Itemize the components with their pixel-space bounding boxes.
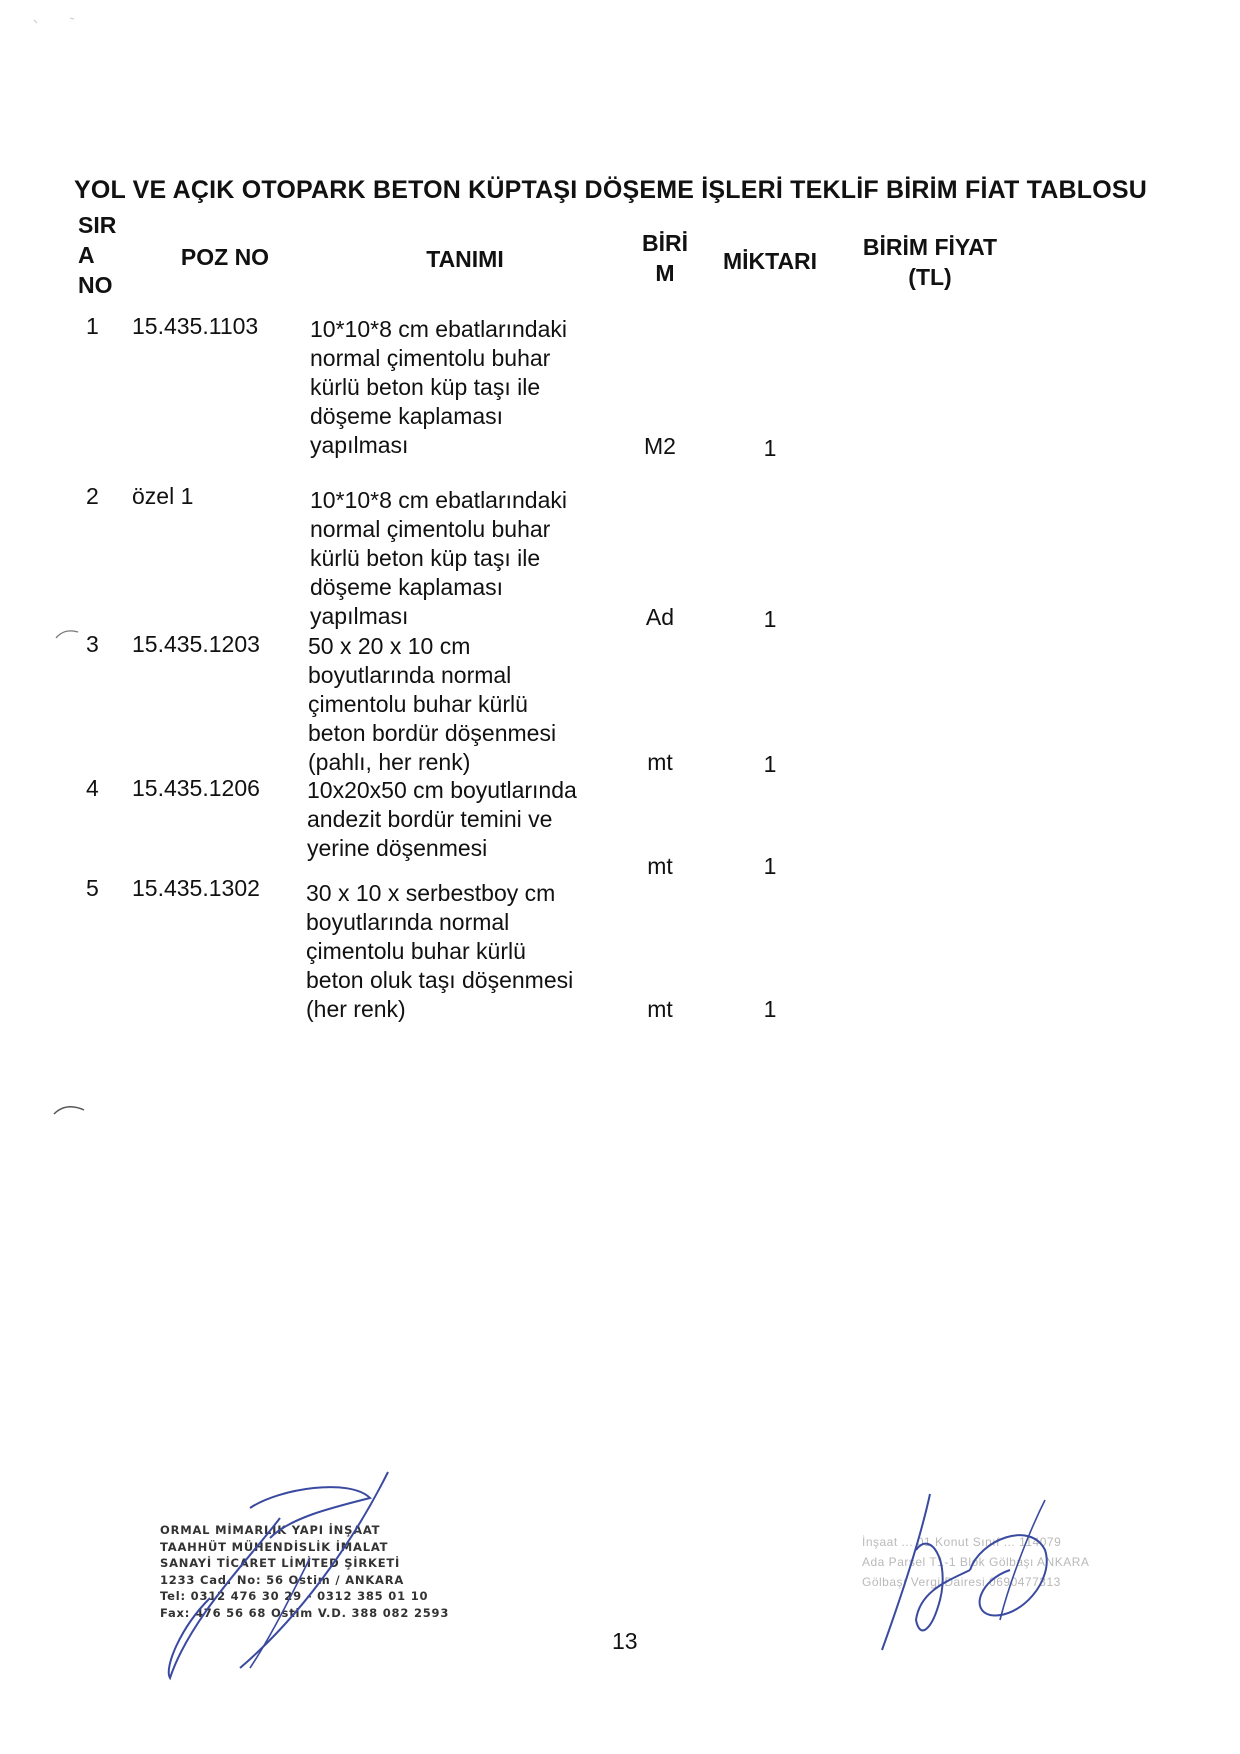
signature-left [130, 1468, 410, 1688]
signature-right [860, 1490, 1100, 1660]
company-stamp-left: ORMAL MİMARLIK YAPI İNŞAAT TAAHHÜT MÜHENDİSLİK İMALAT SANAYİ TİCARET LİMİTED ŞİRKETİ 1233 Cad. No: 56 Ostim / ANKARA Tel: 0312 476 30 29 - 0312 385 01 10 Fax: 476 56 68 Ostim V.D. 388 082 2593 [160, 1523, 450, 1620]
row-poz-no: özel 1 [132, 483, 194, 509]
row-no: 4 [86, 775, 99, 801]
row-description: 50 x 20 x 10 cm boyutlarında normal çimentolu buhar kürlü beton bordür döşenmesi (pahlı, her renk) [308, 633, 557, 775]
row-description: 10*10*8 cm ebatlarındaki normal çimentolu buhar kürlü beton küp taşı ile döşeme kaplaması yapılması [310, 316, 567, 458]
document-title: YOL VE AÇIK OTOPARK BETON KÜPTAŞI DÖŞEME İŞLERİ TEKLİF BİRİM FİAT TABLOSU [74, 176, 1147, 204]
header-miktari: MİKTARI [722, 248, 818, 274]
row-quantity: 1 [763, 606, 777, 632]
row-poz-no: 15.435.1302 [132, 875, 260, 901]
row-poz-no: 15.435.1203 [132, 631, 260, 657]
row-unit: M2 [644, 433, 676, 459]
scan-speck [54, 626, 84, 640]
header-tanimi: TANIMI [426, 246, 504, 272]
row-no: 2 [86, 483, 99, 509]
row-unit: Ad [645, 604, 675, 630]
scan-speck [52, 1100, 92, 1118]
row-unit: mt [647, 749, 673, 775]
row-description: 10*10*8 cm ebatlarındaki normal çimentolu buhar kürlü beton küp taşı ile döşeme kaplaması yapılması [310, 487, 567, 629]
row-no: 1 [86, 313, 99, 339]
row-poz-no: 15.435.1103 [132, 313, 259, 339]
row-unit: mt [647, 996, 673, 1022]
row-quantity: 1 [763, 996, 777, 1022]
row-quantity: 1 [763, 435, 777, 461]
company-stamp-right: İnşaat ... 01 Konut Sınıf ... 114079 Ada Parsel T1-1 Blok Gölbaşı ANKARA Gölbaşı Vergi Dairesi 0690477313 [862, 1535, 1090, 1589]
row-unit: mt [647, 853, 673, 879]
row-description: 30 x 10 x serbestboy cm boyutlarında normal çimentolu buhar kürlü beton oluk taşı döşenmesi (her renk) [306, 880, 574, 1022]
page-number: 13 [612, 1628, 638, 1654]
row-poz-no: 15.435.1206 [132, 775, 260, 801]
row-quantity: 1 [763, 853, 777, 879]
header-birim: BİRİ M [642, 230, 688, 286]
header-poz-no: POZ NO [180, 244, 270, 270]
row-description: 10x20x50 cm boyutlarında andezit bordür temini ve yerine döşenmesi [307, 777, 577, 861]
scan-speck [30, 14, 100, 34]
header-birim-fiyat: BİRİM FİYAT (TL) [862, 234, 998, 290]
header-sira: SIR A NO [78, 212, 117, 298]
row-no: 5 [86, 875, 99, 901]
row-quantity: 1 [763, 751, 777, 777]
row-no: 3 [86, 631, 99, 657]
